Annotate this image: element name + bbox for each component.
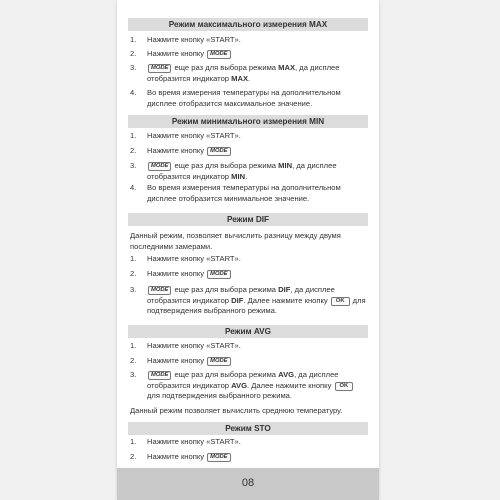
mode-key-icon: MODE bbox=[207, 270, 230, 279]
mode-key-icon: MODE bbox=[148, 64, 171, 73]
mode-key-icon: MODE bbox=[148, 162, 171, 171]
mode-key-icon: MODE bbox=[207, 357, 230, 366]
section-header-dif: Режим DIF bbox=[128, 213, 368, 226]
manual-page: Режим максимального измерения MAX 1. Нажмите кнопку «START». 2. Нажмите кнопку MODE 3. MODE еще раз для выбора режима MAX, да дисплее отобразится индикатор MAX. 4. Во время измерения температуры на дополнительном дисплее отобразится максимальное значение. Режим минимального измерения MIN 1. Нажмите кнопку «START». 2. Нажмите кнопку MODE 3. MODE еще раз для выбора режима MIN, да дисплее отобразится индикатор MIN. 4. Во время измерения температуры на дополнительном дисплее отобразится минимальное значение. Режим DIF Данный режим, позволяет вычислить разницу между двумя последними замерами. 1. Нажмите кнопку «START». 2. Нажмите кнопку MODE 3. MODE еще раз для выбора режима DIF, да дисплее отобразится индикатор DIF. Далее нажмите кнопку OK для подтверждения выбранного режима. Режим AVG 1. Нажмите кнопку «START». 2. Нажмите кнопку MODE 3. MODE еще раз для выбора режима AVG, да дисплее отобразится индикатор AVG. Далее нажмите кнопку OK для подтверждения выбранного режима. Данный режим позволяет вычислить среднюю температуру. Режим STO 1. Нажмите кнопку «START». 2. Нажмите кнопку MODE 08 bbox=[117, 0, 379, 500]
ok-key-icon: OK bbox=[335, 382, 354, 391]
avg-outro: Данный режим позволяет вычислить среднюю температуру. bbox=[130, 406, 343, 415]
mode-key-icon: MODE bbox=[207, 147, 230, 156]
section-header-avg: Режим AVG bbox=[128, 325, 368, 338]
dif-intro: Данный режим, позволяет вычислить разницу между двумя последними замерами. bbox=[130, 231, 341, 251]
page-number: 08 bbox=[241, 477, 255, 489]
section-header-sto: Режим STO bbox=[128, 422, 368, 435]
mode-key-icon: MODE bbox=[148, 371, 171, 380]
ok-key-icon: OK bbox=[331, 297, 350, 306]
section-header-min: Режим минимального измерения MIN bbox=[128, 115, 368, 128]
mode-key-icon: MODE bbox=[148, 286, 171, 295]
mode-key-icon: MODE bbox=[207, 50, 230, 59]
mode-key-icon: MODE bbox=[207, 453, 230, 462]
section-header-max: Режим максимального измерения MAX bbox=[128, 18, 368, 31]
page-footer bbox=[117, 468, 379, 500]
